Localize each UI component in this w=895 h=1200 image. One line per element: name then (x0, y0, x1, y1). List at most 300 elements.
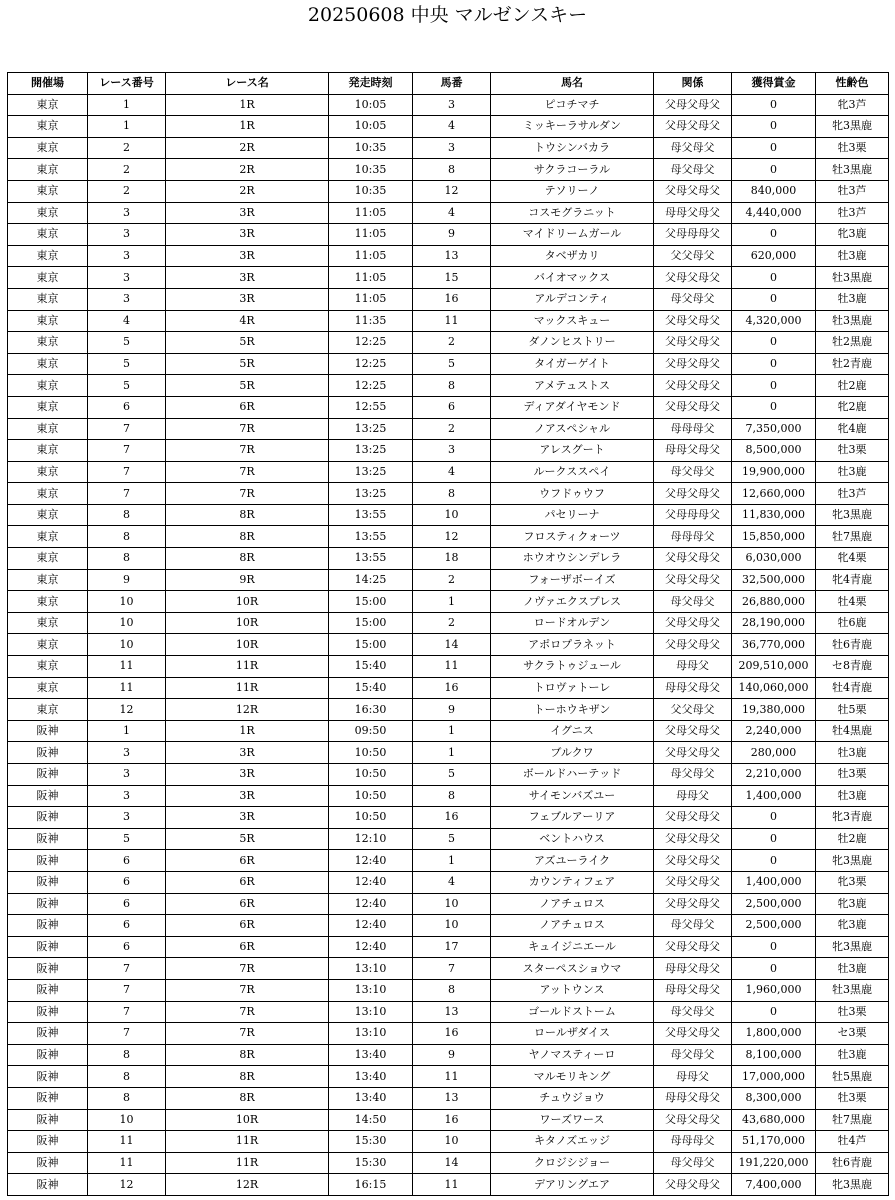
cell-race-number: 10 (88, 634, 166, 656)
cell-race-number: 4 (88, 310, 166, 332)
cell-prize-money: 0 (732, 850, 816, 872)
cell-sex-age-color: 牝3黒鹿 (816, 504, 889, 526)
cell-sex-age-color: 牡3鹿 (816, 288, 889, 310)
cell-relation: 父父母父 (654, 245, 732, 267)
table-row (8, 785, 889, 807)
cell-horse-name: パセリーナ (491, 504, 654, 526)
table-row (8, 1152, 889, 1174)
cell-horse-number: 11 (413, 1066, 491, 1088)
cell-race-number: 2 (88, 159, 166, 181)
cell-post-time: 10:05 (329, 94, 413, 116)
cell-race-number: 12 (88, 699, 166, 721)
cell-sex-age-color: 牡3鹿 (816, 245, 889, 267)
cell-sex-age-color: 牡4芦 (816, 1131, 889, 1153)
cell-race-name: 11R (166, 656, 329, 678)
table-row (8, 224, 889, 246)
cell-venue: 東京 (8, 656, 88, 678)
cell-venue: 東京 (8, 159, 88, 181)
cell-horse-number: 3 (413, 440, 491, 462)
cell-race-number: 7 (88, 979, 166, 1001)
cell-race-number: 8 (88, 1044, 166, 1066)
cell-horse-name: ロールザダイス (491, 1023, 654, 1045)
cell-venue: 阪神 (8, 1066, 88, 1088)
cell-sex-age-color: 牡2鹿 (816, 375, 889, 397)
cell-relation: 母母父母父 (654, 979, 732, 1001)
cell-horse-name: ルークススペイ (491, 461, 654, 483)
cell-horse-number: 15 (413, 267, 491, 289)
column-header-race-name: レース名 (166, 73, 329, 95)
cell-horse-name: ベントハウス (491, 828, 654, 850)
cell-relation: 父母父母父 (654, 1174, 732, 1196)
cell-venue: 阪神 (8, 979, 88, 1001)
cell-relation: 父母父母父 (654, 353, 732, 375)
cell-post-time: 10:35 (329, 137, 413, 159)
table-row (8, 288, 889, 310)
cell-horse-number: 8 (413, 375, 491, 397)
cell-sex-age-color: 牡2青鹿 (816, 353, 889, 375)
cell-sex-age-color: 牡6青鹿 (816, 634, 889, 656)
cell-sex-age-color: 牡3芦 (816, 202, 889, 224)
cell-relation: 母父母父 (654, 1001, 732, 1023)
column-header-venue: 開催場 (8, 73, 88, 95)
cell-prize-money: 0 (732, 267, 816, 289)
cell-venue: 東京 (8, 267, 88, 289)
cell-venue: 東京 (8, 504, 88, 526)
cell-post-time: 12:25 (329, 332, 413, 354)
cell-relation: 母父母父 (654, 159, 732, 181)
cell-race-number: 5 (88, 353, 166, 375)
cell-relation: 父母父母父 (654, 871, 732, 893)
cell-sex-age-color: 牡3栗 (816, 1001, 889, 1023)
cell-sex-age-color: 牡5黒鹿 (816, 1066, 889, 1088)
cell-horse-number: 4 (413, 116, 491, 138)
table-row (8, 375, 889, 397)
cell-horse-name: キュイジニエール (491, 936, 654, 958)
cell-race-number: 6 (88, 871, 166, 893)
header-row (8, 73, 889, 95)
cell-horse-name: トロヴァトーレ (491, 677, 654, 699)
cell-prize-money: 620,000 (732, 245, 816, 267)
cell-prize-money: 0 (732, 159, 816, 181)
cell-horse-name: トーホウキザン (491, 699, 654, 721)
cell-venue: 東京 (8, 310, 88, 332)
cell-venue: 東京 (8, 418, 88, 440)
cell-horse-name: アットウンス (491, 979, 654, 1001)
cell-venue: 東京 (8, 94, 88, 116)
cell-horse-number: 9 (413, 224, 491, 246)
cell-venue: 東京 (8, 483, 88, 505)
cell-relation: 父母父母父 (654, 612, 732, 634)
cell-post-time: 15:30 (329, 1152, 413, 1174)
cell-sex-age-color: 牝4栗 (816, 548, 889, 570)
cell-horse-name: マルモリキング (491, 1066, 654, 1088)
cell-race-name: 7R (166, 958, 329, 980)
cell-relation: 母母父母父 (654, 202, 732, 224)
cell-sex-age-color: 牡5栗 (816, 699, 889, 721)
cell-relation: 父母母母父 (654, 224, 732, 246)
cell-prize-money: 0 (732, 353, 816, 375)
cell-horse-name: ワーズワース (491, 1109, 654, 1131)
cell-relation: 母母父母父 (654, 440, 732, 462)
cell-sex-age-color: 牡7黒鹿 (816, 1109, 889, 1131)
cell-horse-name: サクラトゥジュール (491, 656, 654, 678)
cell-post-time: 15:00 (329, 612, 413, 634)
cell-horse-number: 9 (413, 699, 491, 721)
cell-venue: 阪神 (8, 850, 88, 872)
cell-sex-age-color: 牡3栗 (816, 1087, 889, 1109)
cell-horse-number: 10 (413, 893, 491, 915)
cell-sex-age-color: セ3栗 (816, 1023, 889, 1045)
cell-venue: 東京 (8, 245, 88, 267)
cell-horse-number: 16 (413, 677, 491, 699)
cell-relation: 父母父母父 (654, 893, 732, 915)
cell-venue: 東京 (8, 137, 88, 159)
cell-prize-money: 1,400,000 (732, 871, 816, 893)
cell-horse-name: フェブルアーリア (491, 807, 654, 829)
cell-relation: 母母父 (654, 656, 732, 678)
cell-race-name: 6R (166, 893, 329, 915)
cell-venue: 東京 (8, 569, 88, 591)
cell-horse-number: 8 (413, 979, 491, 1001)
cell-relation: 母母母父 (654, 418, 732, 440)
cell-horse-number: 5 (413, 764, 491, 786)
cell-horse-name: ノヴァエクスプレス (491, 591, 654, 613)
cell-sex-age-color: 牝3黒鹿 (816, 1174, 889, 1196)
table-row (8, 720, 889, 742)
cell-horse-number: 10 (413, 504, 491, 526)
cell-horse-name: ヤノマスティーロ (491, 1044, 654, 1066)
cell-venue: 東京 (8, 591, 88, 613)
cell-race-number: 6 (88, 396, 166, 418)
cell-prize-money: 19,900,000 (732, 461, 816, 483)
cell-horse-number: 9 (413, 1044, 491, 1066)
cell-race-name: 8R (166, 1066, 329, 1088)
cell-race-number: 2 (88, 137, 166, 159)
cell-horse-number: 5 (413, 353, 491, 375)
cell-horse-number: 14 (413, 1152, 491, 1174)
cell-venue: 東京 (8, 353, 88, 375)
cell-sex-age-color: 牡6鹿 (816, 612, 889, 634)
cell-horse-number: 11 (413, 1174, 491, 1196)
table-row (8, 137, 889, 159)
cell-race-name: 10R (166, 1109, 329, 1131)
cell-horse-name: カウンティフェア (491, 871, 654, 893)
cell-post-time: 13:10 (329, 1023, 413, 1045)
cell-race-name: 6R (166, 915, 329, 937)
table-row (8, 764, 889, 786)
cell-relation: 母父母父 (654, 137, 732, 159)
cell-horse-number: 4 (413, 871, 491, 893)
cell-race-number: 3 (88, 202, 166, 224)
cell-post-time: 10:50 (329, 807, 413, 829)
cell-prize-money: 209,510,000 (732, 656, 816, 678)
cell-relation: 父母父母父 (654, 94, 732, 116)
cell-sex-age-color: 牝3黒鹿 (816, 936, 889, 958)
cell-prize-money: 8,100,000 (732, 1044, 816, 1066)
cell-horse-name: アルデコンティ (491, 288, 654, 310)
cell-race-number: 8 (88, 504, 166, 526)
cell-venue: 東京 (8, 396, 88, 418)
cell-post-time: 13:55 (329, 526, 413, 548)
cell-venue: 東京 (8, 440, 88, 462)
cell-post-time: 13:25 (329, 440, 413, 462)
cell-prize-money: 12,660,000 (732, 483, 816, 505)
cell-race-number: 11 (88, 1152, 166, 1174)
cell-relation: 父母父母父 (654, 332, 732, 354)
cell-prize-money: 36,770,000 (732, 634, 816, 656)
cell-race-name: 6R (166, 396, 329, 418)
table-row (8, 958, 889, 980)
cell-relation: 母母父母父 (654, 1087, 732, 1109)
cell-race-name: 3R (166, 245, 329, 267)
cell-horse-name: フロスティクォーツ (491, 526, 654, 548)
cell-horse-name: アレスグート (491, 440, 654, 462)
cell-venue: 阪神 (8, 1174, 88, 1196)
cell-venue: 阪神 (8, 958, 88, 980)
table-row (8, 1001, 889, 1023)
table-row (8, 634, 889, 656)
cell-venue: 阪神 (8, 893, 88, 915)
cell-horse-number: 6 (413, 396, 491, 418)
cell-race-number: 1 (88, 720, 166, 742)
column-header-relation: 関係 (654, 73, 732, 95)
cell-relation: 父母父母父 (654, 720, 732, 742)
table-row (8, 871, 889, 893)
cell-prize-money: 0 (732, 396, 816, 418)
cell-sex-age-color: 牝4青鹿 (816, 569, 889, 591)
cell-race-number: 3 (88, 807, 166, 829)
table-row (8, 483, 889, 505)
cell-race-name: 2R (166, 180, 329, 202)
cell-prize-money: 0 (732, 958, 816, 980)
cell-horse-number: 4 (413, 202, 491, 224)
table-row (8, 440, 889, 462)
cell-sex-age-color: 牝3青鹿 (816, 807, 889, 829)
cell-relation: 母母母父 (654, 1131, 732, 1153)
cell-post-time: 13:10 (329, 1001, 413, 1023)
cell-race-name: 7R (166, 1023, 329, 1045)
cell-horse-name: ミッキーラサルダン (491, 116, 654, 138)
cell-prize-money: 4,440,000 (732, 202, 816, 224)
table-row (8, 893, 889, 915)
cell-race-name: 10R (166, 612, 329, 634)
table-row (8, 828, 889, 850)
cell-race-number: 9 (88, 569, 166, 591)
table-row (8, 548, 889, 570)
table-row (8, 267, 889, 289)
cell-race-number: 6 (88, 893, 166, 915)
cell-horse-number: 18 (413, 548, 491, 570)
table-row (8, 332, 889, 354)
cell-venue: 東京 (8, 699, 88, 721)
cell-post-time: 12:40 (329, 893, 413, 915)
cell-venue: 東京 (8, 288, 88, 310)
cell-prize-money: 840,000 (732, 180, 816, 202)
cell-horse-name: サクラコーラル (491, 159, 654, 181)
cell-relation: 父母父母父 (654, 116, 732, 138)
cell-venue: 東京 (8, 612, 88, 634)
cell-horse-name: コスモグラニット (491, 202, 654, 224)
cell-horse-name: ディアダイヤモンド (491, 396, 654, 418)
cell-relation: 父父母父 (654, 699, 732, 721)
cell-race-number: 11 (88, 656, 166, 678)
cell-relation: 父母父母父 (654, 634, 732, 656)
cell-race-name: 5R (166, 828, 329, 850)
cell-venue: 阪神 (8, 1044, 88, 1066)
table-row (8, 979, 889, 1001)
cell-horse-number: 10 (413, 1131, 491, 1153)
cell-sex-age-color: 牡3栗 (816, 137, 889, 159)
cell-race-number: 10 (88, 1109, 166, 1131)
cell-horse-number: 3 (413, 94, 491, 116)
table-row (8, 461, 889, 483)
cell-post-time: 14:50 (329, 1109, 413, 1131)
cell-horse-number: 13 (413, 245, 491, 267)
cell-prize-money: 2,500,000 (732, 893, 816, 915)
cell-prize-money: 32,500,000 (732, 569, 816, 591)
cell-race-name: 11R (166, 677, 329, 699)
cell-horse-number: 16 (413, 1109, 491, 1131)
cell-race-name: 3R (166, 224, 329, 246)
cell-race-number: 7 (88, 958, 166, 980)
cell-race-number: 3 (88, 245, 166, 267)
cell-sex-age-color: 牝3栗 (816, 871, 889, 893)
table-row (8, 1066, 889, 1088)
cell-sex-age-color: 牝3芦 (816, 94, 889, 116)
cell-venue: 阪神 (8, 807, 88, 829)
cell-race-number: 5 (88, 332, 166, 354)
cell-race-name: 6R (166, 850, 329, 872)
cell-horse-name: ブルクワ (491, 742, 654, 764)
cell-sex-age-color: 牝4鹿 (816, 418, 889, 440)
cell-sex-age-color: 牝2鹿 (816, 396, 889, 418)
cell-race-number: 7 (88, 1001, 166, 1023)
table-row (8, 1044, 889, 1066)
cell-prize-money: 19,380,000 (732, 699, 816, 721)
cell-post-time: 10:50 (329, 742, 413, 764)
cell-prize-money: 0 (732, 936, 816, 958)
cell-post-time: 12:40 (329, 850, 413, 872)
cell-post-time: 11:05 (329, 267, 413, 289)
cell-relation: 母父母父 (654, 1152, 732, 1174)
cell-sex-age-color: 牡3鹿 (816, 742, 889, 764)
cell-post-time: 12:40 (329, 871, 413, 893)
cell-sex-age-color: 牡2黒鹿 (816, 332, 889, 354)
cell-horse-name: ウフドゥウフ (491, 483, 654, 505)
cell-relation: 母母父母父 (654, 958, 732, 980)
cell-sex-age-color: 牡3黒鹿 (816, 979, 889, 1001)
column-header-sex-age-color: 性齢色 (816, 73, 889, 95)
cell-sex-age-color: 牡3黒鹿 (816, 310, 889, 332)
table-row (8, 526, 889, 548)
cell-post-time: 13:40 (329, 1087, 413, 1109)
cell-horse-number: 1 (413, 591, 491, 613)
cell-post-time: 10:50 (329, 764, 413, 786)
cell-race-name: 7R (166, 979, 329, 1001)
cell-horse-name: マックスキュー (491, 310, 654, 332)
cell-relation: 父母父母父 (654, 828, 732, 850)
cell-post-time: 15:30 (329, 1131, 413, 1153)
cell-prize-money: 0 (732, 1001, 816, 1023)
cell-horse-name: アズユーライク (491, 850, 654, 872)
cell-relation: 母父母父 (654, 461, 732, 483)
cell-horse-name: イグニス (491, 720, 654, 742)
cell-prize-money: 0 (732, 807, 816, 829)
cell-post-time: 12:10 (329, 828, 413, 850)
cell-horse-name: クロジシジョー (491, 1152, 654, 1174)
cell-race-number: 11 (88, 1131, 166, 1153)
cell-prize-money: 0 (732, 137, 816, 159)
table-row (8, 915, 889, 937)
cell-post-time: 16:15 (329, 1174, 413, 1196)
table-row (8, 202, 889, 224)
cell-post-time: 11:05 (329, 202, 413, 224)
cell-post-time: 13:55 (329, 504, 413, 526)
cell-sex-age-color: 牡3栗 (816, 440, 889, 462)
cell-prize-money: 28,190,000 (732, 612, 816, 634)
cell-relation: 母父母父 (654, 591, 732, 613)
cell-race-number: 11 (88, 677, 166, 699)
cell-horse-number: 16 (413, 807, 491, 829)
cell-relation: 母母父母父 (654, 677, 732, 699)
cell-venue: 阪神 (8, 1023, 88, 1045)
cell-horse-number: 7 (413, 958, 491, 980)
cell-race-number: 3 (88, 267, 166, 289)
cell-relation: 父母母母父 (654, 504, 732, 526)
table-row (8, 159, 889, 181)
cell-race-name: 10R (166, 634, 329, 656)
cell-post-time: 12:25 (329, 375, 413, 397)
cell-prize-money: 4,320,000 (732, 310, 816, 332)
cell-sex-age-color: 牡3栗 (816, 764, 889, 786)
cell-horse-name: トウシンバカラ (491, 137, 654, 159)
cell-race-name: 1R (166, 94, 329, 116)
cell-race-name: 5R (166, 353, 329, 375)
cell-horse-name: バイオマックス (491, 267, 654, 289)
cell-race-number: 5 (88, 375, 166, 397)
cell-prize-money: 0 (732, 94, 816, 116)
cell-prize-money: 191,220,000 (732, 1152, 816, 1174)
cell-prize-money: 0 (732, 828, 816, 850)
cell-post-time: 10:35 (329, 180, 413, 202)
cell-horse-name: アメテュストス (491, 375, 654, 397)
cell-horse-name: アポロプラネット (491, 634, 654, 656)
cell-race-number: 3 (88, 288, 166, 310)
table-row (8, 1131, 889, 1153)
table-row (8, 677, 889, 699)
cell-horse-name: ロードオルデン (491, 612, 654, 634)
cell-post-time: 13:10 (329, 958, 413, 980)
cell-venue: 東京 (8, 180, 88, 202)
cell-venue: 東京 (8, 375, 88, 397)
cell-race-name: 6R (166, 871, 329, 893)
cell-venue: 東京 (8, 634, 88, 656)
cell-race-name: 3R (166, 288, 329, 310)
cell-sex-age-color: 牡7黒鹿 (816, 526, 889, 548)
cell-sex-age-color: 牡3鹿 (816, 958, 889, 980)
cell-race-name: 3R (166, 267, 329, 289)
cell-race-name: 11R (166, 1131, 329, 1153)
cell-horse-number: 2 (413, 418, 491, 440)
cell-sex-age-color: 牡6青鹿 (816, 1152, 889, 1174)
cell-prize-money: 43,680,000 (732, 1109, 816, 1131)
table-header (8, 73, 889, 95)
cell-race-name: 9R (166, 569, 329, 591)
cell-horse-number: 1 (413, 742, 491, 764)
cell-horse-name: テソリーノ (491, 180, 654, 202)
cell-horse-number: 8 (413, 785, 491, 807)
cell-venue: 阪神 (8, 1131, 88, 1153)
